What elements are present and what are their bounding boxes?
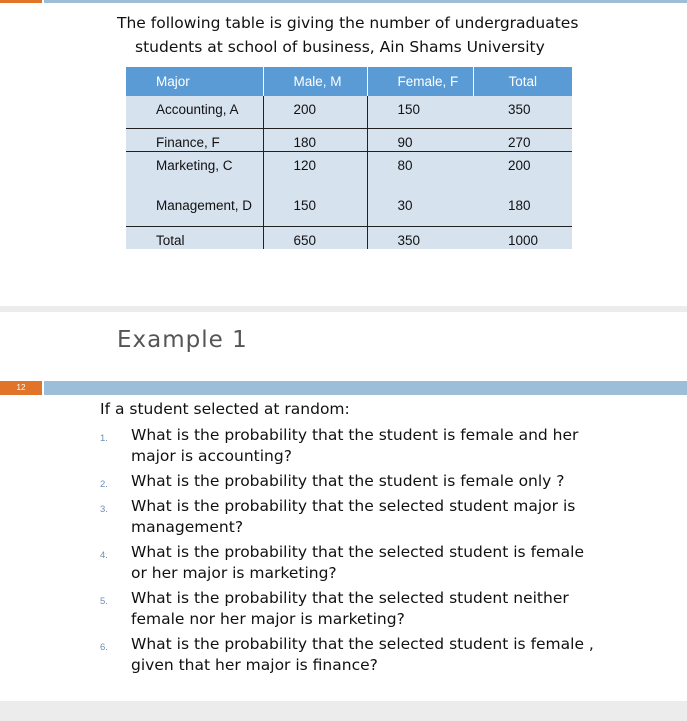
item-text: What is the probability that the student is female only ? (131, 472, 565, 490)
top-accent-orange (0, 0, 42, 3)
item-text: What is the probability that the selected student neither female nor her major is marketing? (131, 589, 569, 628)
cell-male: 180 (263, 128, 367, 151)
header-total: Total (473, 67, 572, 96)
header-female: Female, F (367, 67, 473, 96)
item-text: What is the probability that the selected student is female or her major is marketing? (131, 543, 584, 582)
item-number: 2. (100, 479, 108, 490)
cell-total: 270 (473, 128, 572, 151)
list-item (100, 588, 600, 630)
cell-male: 120 (263, 151, 367, 192)
item-number: 6. (100, 642, 108, 653)
table-row-total (126, 226, 572, 249)
item-number: 3. (100, 504, 108, 515)
cell-major: Finance, F (126, 128, 263, 151)
cell-female: 30 (367, 192, 473, 226)
table-header-row (126, 67, 572, 96)
slide-separator (0, 306, 687, 312)
item-text: What is the probability that the student is female and her major is accounting? (131, 426, 579, 465)
slide-header-bar (44, 381, 687, 395)
cell-female: 350 (367, 226, 473, 249)
cell-major: Management, D (126, 192, 263, 226)
question-lead: If a student selected at random: (100, 400, 350, 418)
table-row (126, 128, 572, 151)
cell-total: 180 (473, 192, 572, 226)
cell-total: 350 (473, 96, 572, 128)
list-item (100, 634, 600, 676)
table-row (126, 151, 572, 192)
cell-major: Total (126, 226, 263, 249)
cell-male: 200 (263, 96, 367, 128)
cell-female: 90 (367, 128, 473, 151)
table-row (126, 192, 572, 226)
cell-major: Marketing, C (126, 151, 263, 192)
header-major: Major (126, 67, 263, 96)
item-number: 5. (100, 596, 108, 607)
example-title: Example 1 (117, 327, 248, 353)
item-number: 1. (100, 433, 108, 444)
cell-male: 650 (263, 226, 367, 249)
question-list (100, 425, 600, 680)
cell-major: Accounting, A (126, 96, 263, 128)
item-text: What is the probability that the selected student major is management? (131, 497, 576, 536)
cell-male: 150 (263, 192, 367, 226)
list-item (100, 425, 600, 467)
intro-line-2: students at school of business, Ain Shams University (135, 38, 545, 56)
cell-total: 200 (473, 151, 572, 192)
item-text: What is the probability that the selected student is female , given that her major is finance? (131, 635, 594, 674)
slide-number-badge: 12 (0, 381, 42, 395)
slide-top (0, 0, 687, 306)
table-row (126, 96, 572, 128)
cell-total: 1000 (473, 226, 572, 249)
cell-female: 150 (367, 96, 473, 128)
header-male: Male, M (263, 67, 367, 96)
list-item (100, 542, 600, 584)
list-item (100, 471, 600, 492)
top-accent-blue (44, 0, 687, 3)
list-item (100, 496, 600, 538)
cell-female: 80 (367, 151, 473, 192)
slide-separator (0, 701, 687, 721)
intro-text (117, 11, 617, 59)
intro-line-1: The following table is giving the number of undergraduates (117, 14, 579, 32)
enrollment-table (126, 67, 572, 249)
item-number: 4. (100, 550, 108, 561)
